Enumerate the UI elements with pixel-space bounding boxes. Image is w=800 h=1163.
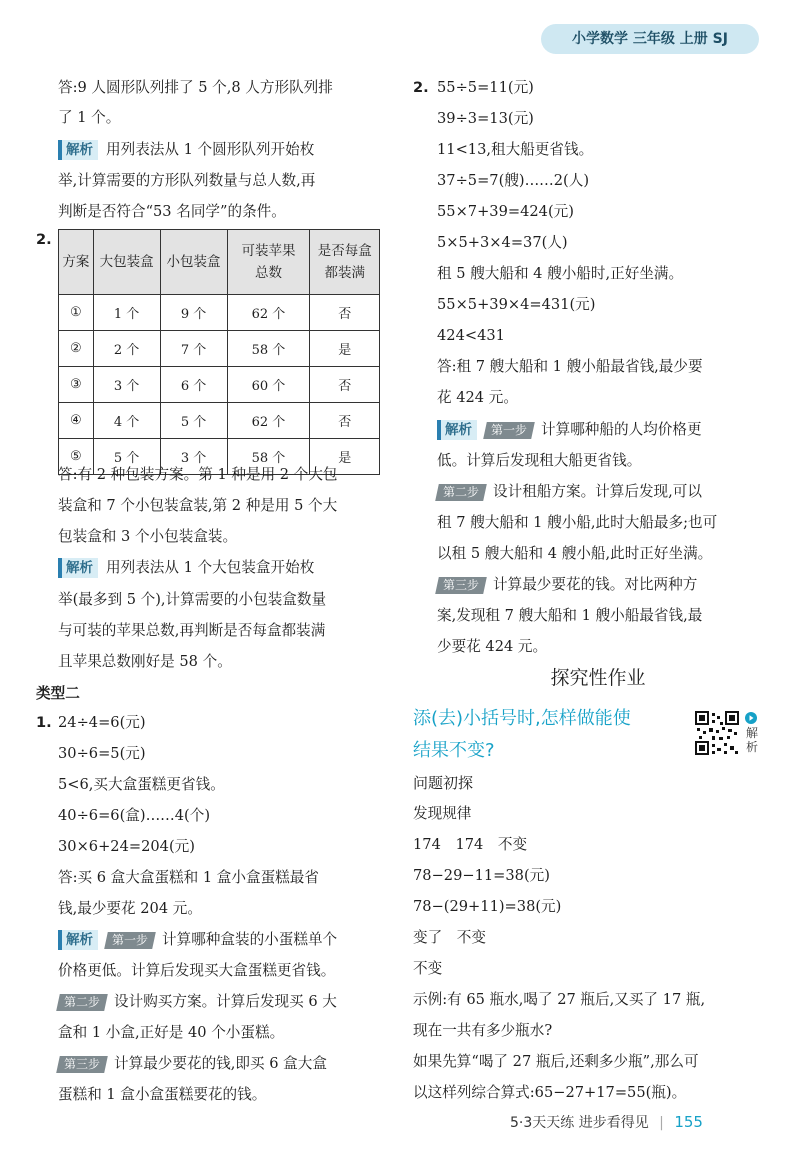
calc-line: 11<13,租大船更省钱。: [437, 141, 594, 158]
calc-line: 租 5 艘大船和 4 艘小船时,正好坐满。: [437, 265, 684, 282]
calc-line: 30×6+24=204(元): [58, 838, 195, 855]
table-cell: ④: [59, 403, 94, 439]
calc-line: 78−(29+11)=38(元): [413, 898, 562, 915]
calc-line: 78−29−11=38(元): [413, 867, 550, 884]
table-cell: ⑤: [59, 439, 94, 475]
header-badge: 小学数学 三年级 上册 SJ: [541, 24, 759, 54]
analysis-line: 价格更低。计算后发现买大盒蛋糕更省钱。: [58, 962, 336, 979]
body-line: 发现规律: [413, 805, 472, 822]
analysis-text: 用列表法从 1 个圆形队列开始枚: [106, 141, 315, 158]
table-cell: 62 个: [227, 295, 310, 331]
analysis-line: 盒和 1 小盒,正好是 40 个小蛋糕。: [58, 1024, 285, 1041]
analysis-text: 计算最少要花的钱。对比两种方: [493, 576, 698, 593]
table-cell: 9 个: [160, 295, 227, 331]
table-cell: 否: [310, 403, 380, 439]
analysis-line: 举,计算需要的方形队列数量与总人数,再: [58, 172, 316, 189]
analysis-line: 低。计算后发现租大船更省钱。: [437, 452, 642, 469]
table-cell: 60 个: [227, 367, 310, 403]
analysis-tag: 解析: [58, 558, 98, 578]
table-header: 方案: [59, 230, 94, 295]
table-header: 大包装盒: [93, 230, 160, 295]
answer-line: 答:买 6 盒大盒蛋糕和 1 盒小盒蛋糕最省: [58, 869, 319, 886]
analysis-text: 计算哪种盒装的小蛋糕单个: [162, 931, 338, 948]
table-cell: 否: [310, 367, 380, 403]
play-icon: [745, 712, 757, 724]
analysis-text: 计算最少要花的钱,即买 6 盒大盒: [114, 1055, 327, 1072]
answer-line: 花 424 元。: [437, 389, 518, 406]
table-header-row: [59, 230, 380, 295]
answer-line: 包装盒和 3 个小包装盒装。: [58, 528, 238, 545]
question-heading: 结果不变?: [413, 740, 495, 761]
table-cell: 2 个: [93, 331, 160, 367]
section-heading: 类型二: [36, 685, 80, 702]
calc-line: 39÷3=13(元): [437, 110, 534, 127]
footer: 5·3天天练 进步看得见 | 155: [510, 1113, 703, 1131]
table-cell: 7 个: [160, 331, 227, 367]
analysis-line: [437, 482, 702, 502]
calc-line: 55÷5=11(元): [437, 79, 534, 96]
calc-line: 424<431: [437, 327, 505, 344]
table-cell: 1 个: [93, 295, 160, 331]
table-header: 可装苹果总数: [227, 230, 310, 295]
calc-line: 37÷5=7(艘)……2(人): [437, 172, 590, 189]
calc-line: 55×7+39=424(元): [437, 203, 574, 220]
analysis-line: 举(最多到 5 个),计算需要的小包装盒数量: [58, 591, 327, 608]
footer-text: 5·3天天练 进步看得见: [510, 1115, 649, 1131]
table-row: [59, 295, 380, 331]
table-cell: 否: [310, 295, 380, 331]
analysis-line: [58, 992, 337, 1012]
analysis-line: [58, 1054, 327, 1074]
step-badge: 第三步: [435, 577, 487, 594]
table-row: [59, 367, 380, 403]
analysis-tag: 解析: [437, 420, 477, 440]
analysis-line: [58, 140, 314, 160]
table-row: [59, 331, 380, 367]
body-line: 以这样列综合算式:65−27+17=55(瓶)。: [413, 1084, 687, 1101]
packing-table: [58, 229, 380, 475]
table-cell: ②: [59, 331, 94, 367]
body-line: 如果先算“喝了 27 瓶后,还剩多少瓶”,那么可: [413, 1053, 699, 1070]
analysis-line: 案,发现租 7 艘大船和 1 艘小船最省钱,最: [437, 607, 703, 624]
table-cell: 4 个: [93, 403, 160, 439]
calc-line: 55×5+39×4=431(元): [437, 296, 596, 313]
table-cell: 是: [310, 439, 380, 475]
table-cell: 62 个: [227, 403, 310, 439]
table-cell: 3 个: [93, 367, 160, 403]
analysis-line: 租 7 艘大船和 1 艘小船,此时大船最多;也可: [437, 514, 718, 531]
answer-line: 装盒和 7 个小包装盒装,第 2 种是用 5 个大: [58, 497, 338, 514]
qr-code-icon[interactable]: [694, 710, 740, 756]
section-title: 探究性作业: [550, 667, 646, 689]
table-cell: 6 个: [160, 367, 227, 403]
answer-line: 答:租 7 艘大船和 1 艘小船最省钱,最少要: [437, 358, 703, 375]
table-header: 小包装盒: [160, 230, 227, 295]
analysis-text: 用列表法从 1 个大包装盒开始枚: [106, 559, 315, 576]
analysis-line: 蛋糕和 1 盒小盒蛋糕要花的钱。: [58, 1086, 267, 1103]
table-cell: 5 个: [160, 403, 227, 439]
analysis-text: 设计租船方案。计算后发现,可以: [493, 483, 702, 500]
step-badge: 第一步: [483, 422, 535, 439]
analysis-line: [58, 930, 337, 950]
analysis-line: [58, 558, 314, 578]
analysis-line: 判断是否符合“53 名同学”的条件。: [58, 203, 286, 220]
table-header: 是否每盒都装满: [310, 230, 380, 295]
analysis-text: 计算哪种船的人均价格更: [541, 421, 702, 438]
body-line: 不变: [413, 960, 443, 977]
analysis-line: 且苹果总数刚好是 58 个。: [58, 653, 232, 670]
body-line: 现在一共有多少瓶水?: [413, 1022, 553, 1039]
answer-line: 答:有 2 种包装方案。第 1 种是用 2 个大包: [58, 466, 338, 483]
step-badge: 第三步: [56, 1056, 108, 1073]
table-row: [59, 403, 380, 439]
question-number: 2.: [36, 231, 52, 248]
answer-line: 钱,最少要花 204 元。: [58, 900, 202, 917]
step-badge: 第二步: [435, 484, 487, 501]
table-cell: 是: [310, 331, 380, 367]
sub-heading: 问题初探: [413, 774, 474, 792]
question-heading: 添(去)小括号时,怎样做能使: [413, 708, 631, 729]
analysis-tag: 解析: [58, 930, 98, 950]
calc-line: 5×5+3×4=37(人): [437, 234, 568, 251]
analysis-line: 以租 5 艘大船和 4 艘小船,此时正好坐满。: [437, 545, 713, 562]
body-line: 示例:有 65 瓶水,喝了 27 瓶后,又买了 17 瓶,: [413, 991, 706, 1008]
calc-line: 30÷6=5(元): [58, 745, 146, 762]
analysis-line: 与可装的苹果总数,再判断是否每盒都装满: [58, 622, 326, 639]
table-cell: ①: [59, 295, 94, 331]
table-cell: ③: [59, 367, 94, 403]
question-number: 2.: [413, 79, 429, 96]
answer-line: 了 1 个。: [58, 109, 121, 126]
step-badge: 第一步: [104, 932, 156, 949]
answer-line: 答:9 人圆形队列排了 5 个,8 人方形队列排: [58, 79, 333, 96]
analysis-line: 少要花 424 元。: [437, 638, 548, 655]
page-number: 155: [674, 1113, 703, 1131]
table-cell: 3 个: [160, 439, 227, 475]
question-number: 1.: [36, 714, 52, 731]
analysis-line: [437, 420, 702, 440]
qr-label: 解析: [746, 726, 759, 754]
body-line: 变了 不变: [413, 929, 486, 946]
calc-line: 5<6,买大盒蛋糕更省钱。: [58, 776, 225, 793]
calc-line: 40÷6=6(盒)……4(个): [58, 807, 211, 824]
analysis-text: 设计购买方案。计算后发现买 6 大: [114, 993, 337, 1010]
table-cell: 5 个: [93, 439, 160, 475]
calc-line: 24÷4=6(元): [58, 714, 146, 731]
table-cell: 58 个: [227, 331, 310, 367]
analysis-tag: 解析: [58, 140, 98, 160]
analysis-line: [437, 575, 697, 595]
table-cell: 58 个: [227, 439, 310, 475]
body-line: 174 174 不变: [413, 836, 528, 853]
step-badge: 第二步: [56, 994, 108, 1011]
